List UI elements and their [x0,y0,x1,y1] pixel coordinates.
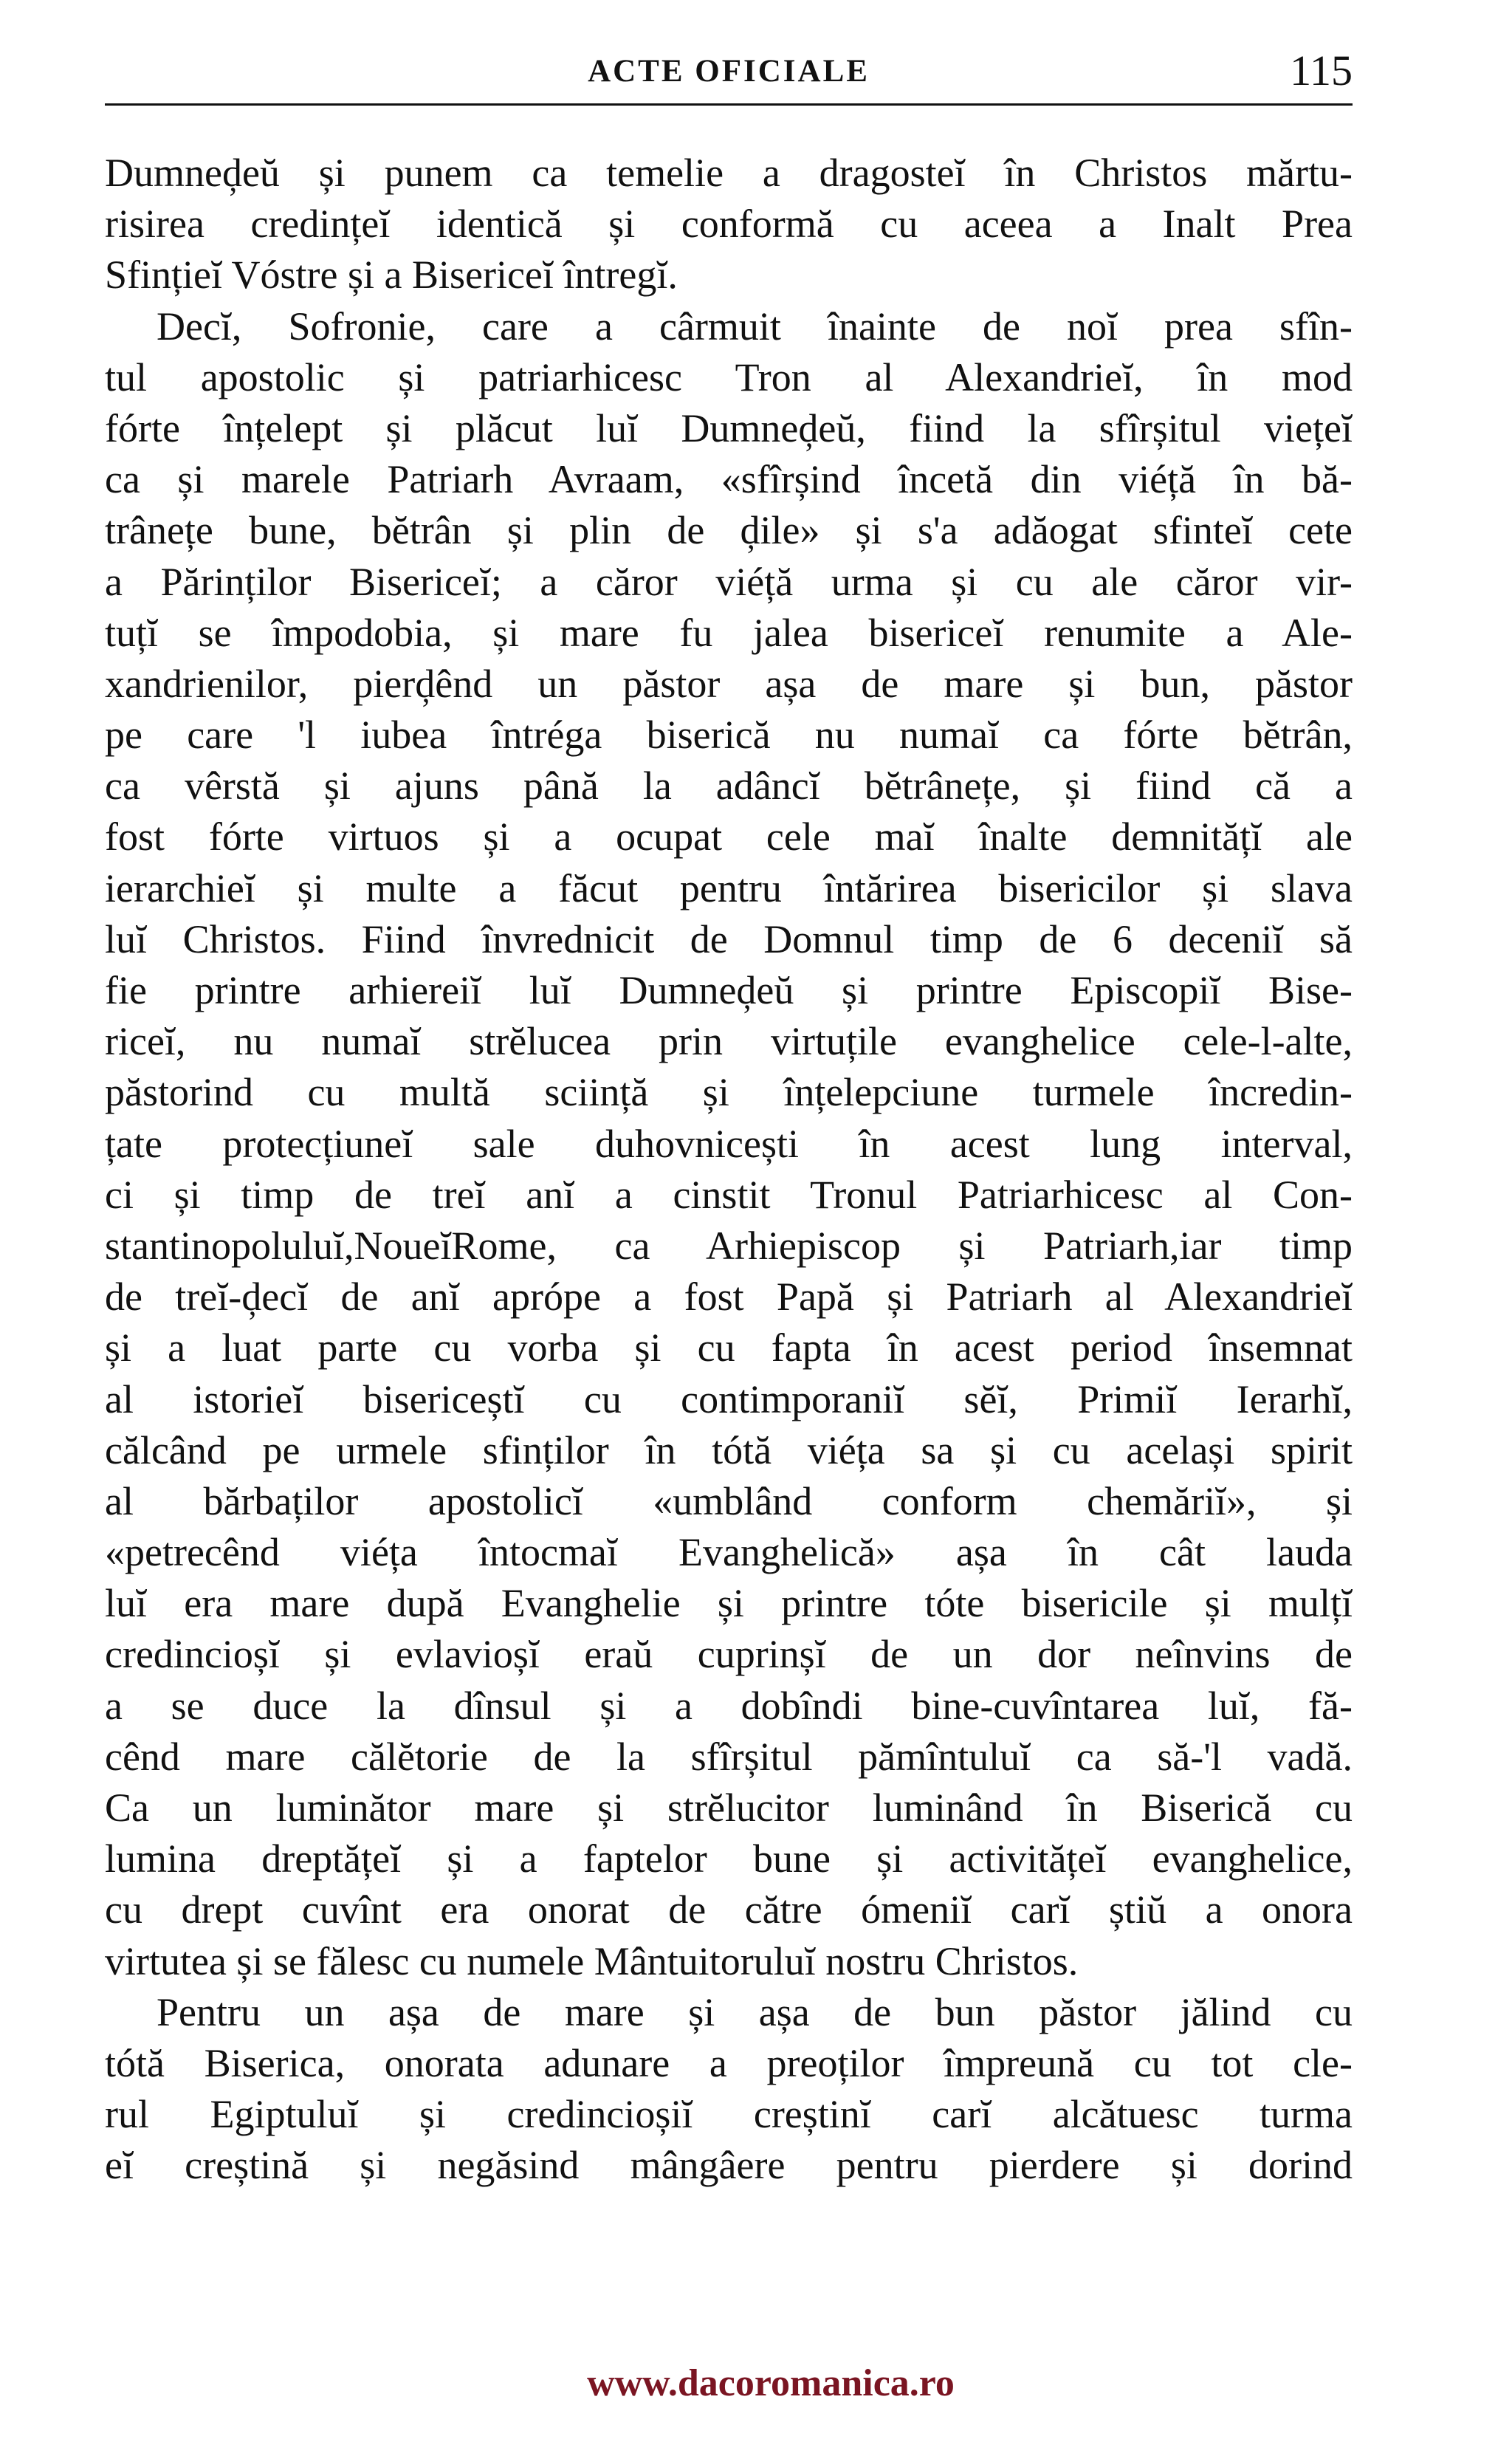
text-line: ca și marele Patriarh Avraam, «sfîrșind încetă din viéță în bă- [105,457,1353,502]
header-title: ACTE OFICIALE [588,54,870,89]
text-line: cu drept cuvînt era onorat de către ómeniĭ carĭ știŭ a onora [105,1887,1353,1932]
text-line: tuțĭ se împodobia, și mare fu jalea bisericeĭ renumite a Ale- [105,610,1353,655]
text-line: eĭ creștină și negăsind mângâere pentru pierdere și dorind [105,2143,1353,2188]
text-line: țate protecțiuneĭ sale duhovnicești în acest lung interval, [105,1121,1353,1166]
header-rule [105,103,1353,106]
text-line: a se duce la dînsul și a dobîndi bine-cuvîntarea luĭ, fă- [105,1683,1353,1728]
text-line: fórte înțelept și plăcut luĭ Dumneḑeŭ, fiind la sfîrșitul viețeĭ [105,405,1353,450]
text-line: trânețe bune, bĕtrân și plin de ḑile» și s'a adăogat sfinteĭ cete [105,508,1353,553]
text-line: a Părinților Bisericeĭ; a căror viéță urma și cu ale căror vir- [105,559,1353,604]
text-line: al bărbaților apostolicĭ «umblând conform chemăriĭ», și [105,1478,1353,1523]
text-line: de treĭ-ḑecĭ de anĭ aprópe a fost Papă și Patriarh al Alexandrieĭ [105,1275,1353,1320]
body-text [105,148,1353,2192]
footer-url: www.dacoromanica.ro [587,2362,955,2404]
text-line: ca vêrstă și ajuns până la adâncĭ bĕtrânețe, și fiind că a [105,764,1353,809]
text-line: al istorieĭ bisericeștĭ cu contimporaniĭ sĕĭ, Primiĭ Ierarhĭ, [105,1376,1353,1421]
text-line: Ca un luminător mare și strĕlucitor luminând în Biserică cu [105,1785,1353,1830]
text-line: lumina dreptățeĭ și a faptelor bune și activitățeĭ evanghelice, [105,1836,1353,1881]
text-line: ierarchieĭ și multe a făcut pentru întărirea bisericilor și slava [105,865,1353,910]
text-line: luĭ era mare după Evanghelie și printre tóte bisericile și mulțĭ [105,1581,1353,1626]
text-line: tótă Biserica, onorata adunare a preoților împreună cu tot cle- [105,2040,1353,2085]
page-number: 115 [1290,47,1353,95]
text-line: virtutea și se fălesc cu numele Mântuitoruluĭ nostru Christos. [105,1938,1079,1983]
text-line: Dumneḑeŭ și punem ca temelie a dragosteĭ în Christos mărtu- [105,151,1353,195]
text-line: tul apostolic și patriarhicesc Tron al Alexandrieĭ, în mod [105,354,1353,399]
text-line: Decĭ, Sofronie, care a cârmuit înainte de noĭ prea sfîn- [157,303,1353,349]
text-line: rul Egiptuluĭ și credincioșiĭ creștinĭ carĭ alcătuesc turma [105,2092,1353,2137]
text-line: cênd mare călĕtorie de la sfîrșitul pămîntuluĭ ca să-'l vadă. [105,1734,1353,1779]
text-line: riceĭ, nu numaĭ strĕlucea prin virtuțile evanghelice cele-l-alte, [105,1019,1353,1064]
text-line: luĭ Christos. Fiind învrednicit de Domnul timp de 6 deceniĭ să [105,916,1353,961]
text-line: credincioșĭ și evlavioșĭ eraŭ cuprinșĭ de un dor neînvins de [105,1632,1353,1677]
text-line: «petrecênd viéța întocmaĭ Evanghelică» așa în cât lauda [105,1530,1353,1575]
text-line: risirea credințeĭ identică și conformă cu aceea a Inalt Prea [105,202,1353,247]
text-line: fie printre arhiereiĭ luĭ Dumneḑeŭ și printre Episcopiĭ Bise- [105,968,1353,1012]
text-line: și a luat parte cu vorba și cu fapta în acest period însemnat [105,1325,1353,1371]
running-header [105,46,1353,108]
text-line: păstorind cu multă sciință și înțelepciune turmele încredin- [105,1070,1353,1115]
text-line: Pentru un așa de mare și așa de bun păstor jălind cu [157,1989,1353,2034]
text-line: Sfințieĭ Vóstre și a Bisericeĭ întregĭ. [105,253,678,298]
text-line: fost fórte virtuos și a ocupat cele maĭ înalte demnitățĭ ale [105,814,1353,860]
text-line: stantinopoluluĭ,NoueĭRome, ca Arhiepiscop și Patriarh,iar timp [105,1223,1353,1268]
text-line: pe care 'l iubea întréga biserică nu numaĭ ca fórte bĕtrân, [105,713,1353,758]
text-line: xandrienilor, pierḑênd un păstor așa de mare și bun, păstor [105,661,1353,706]
text-line: ci și timp de treĭ anĭ a cinstit Tronul Patriarhicesc al Con- [105,1172,1353,1217]
text-line: călcând pe urmele sfinților în tótă viéța sa și cu același spirit [105,1427,1353,1472]
